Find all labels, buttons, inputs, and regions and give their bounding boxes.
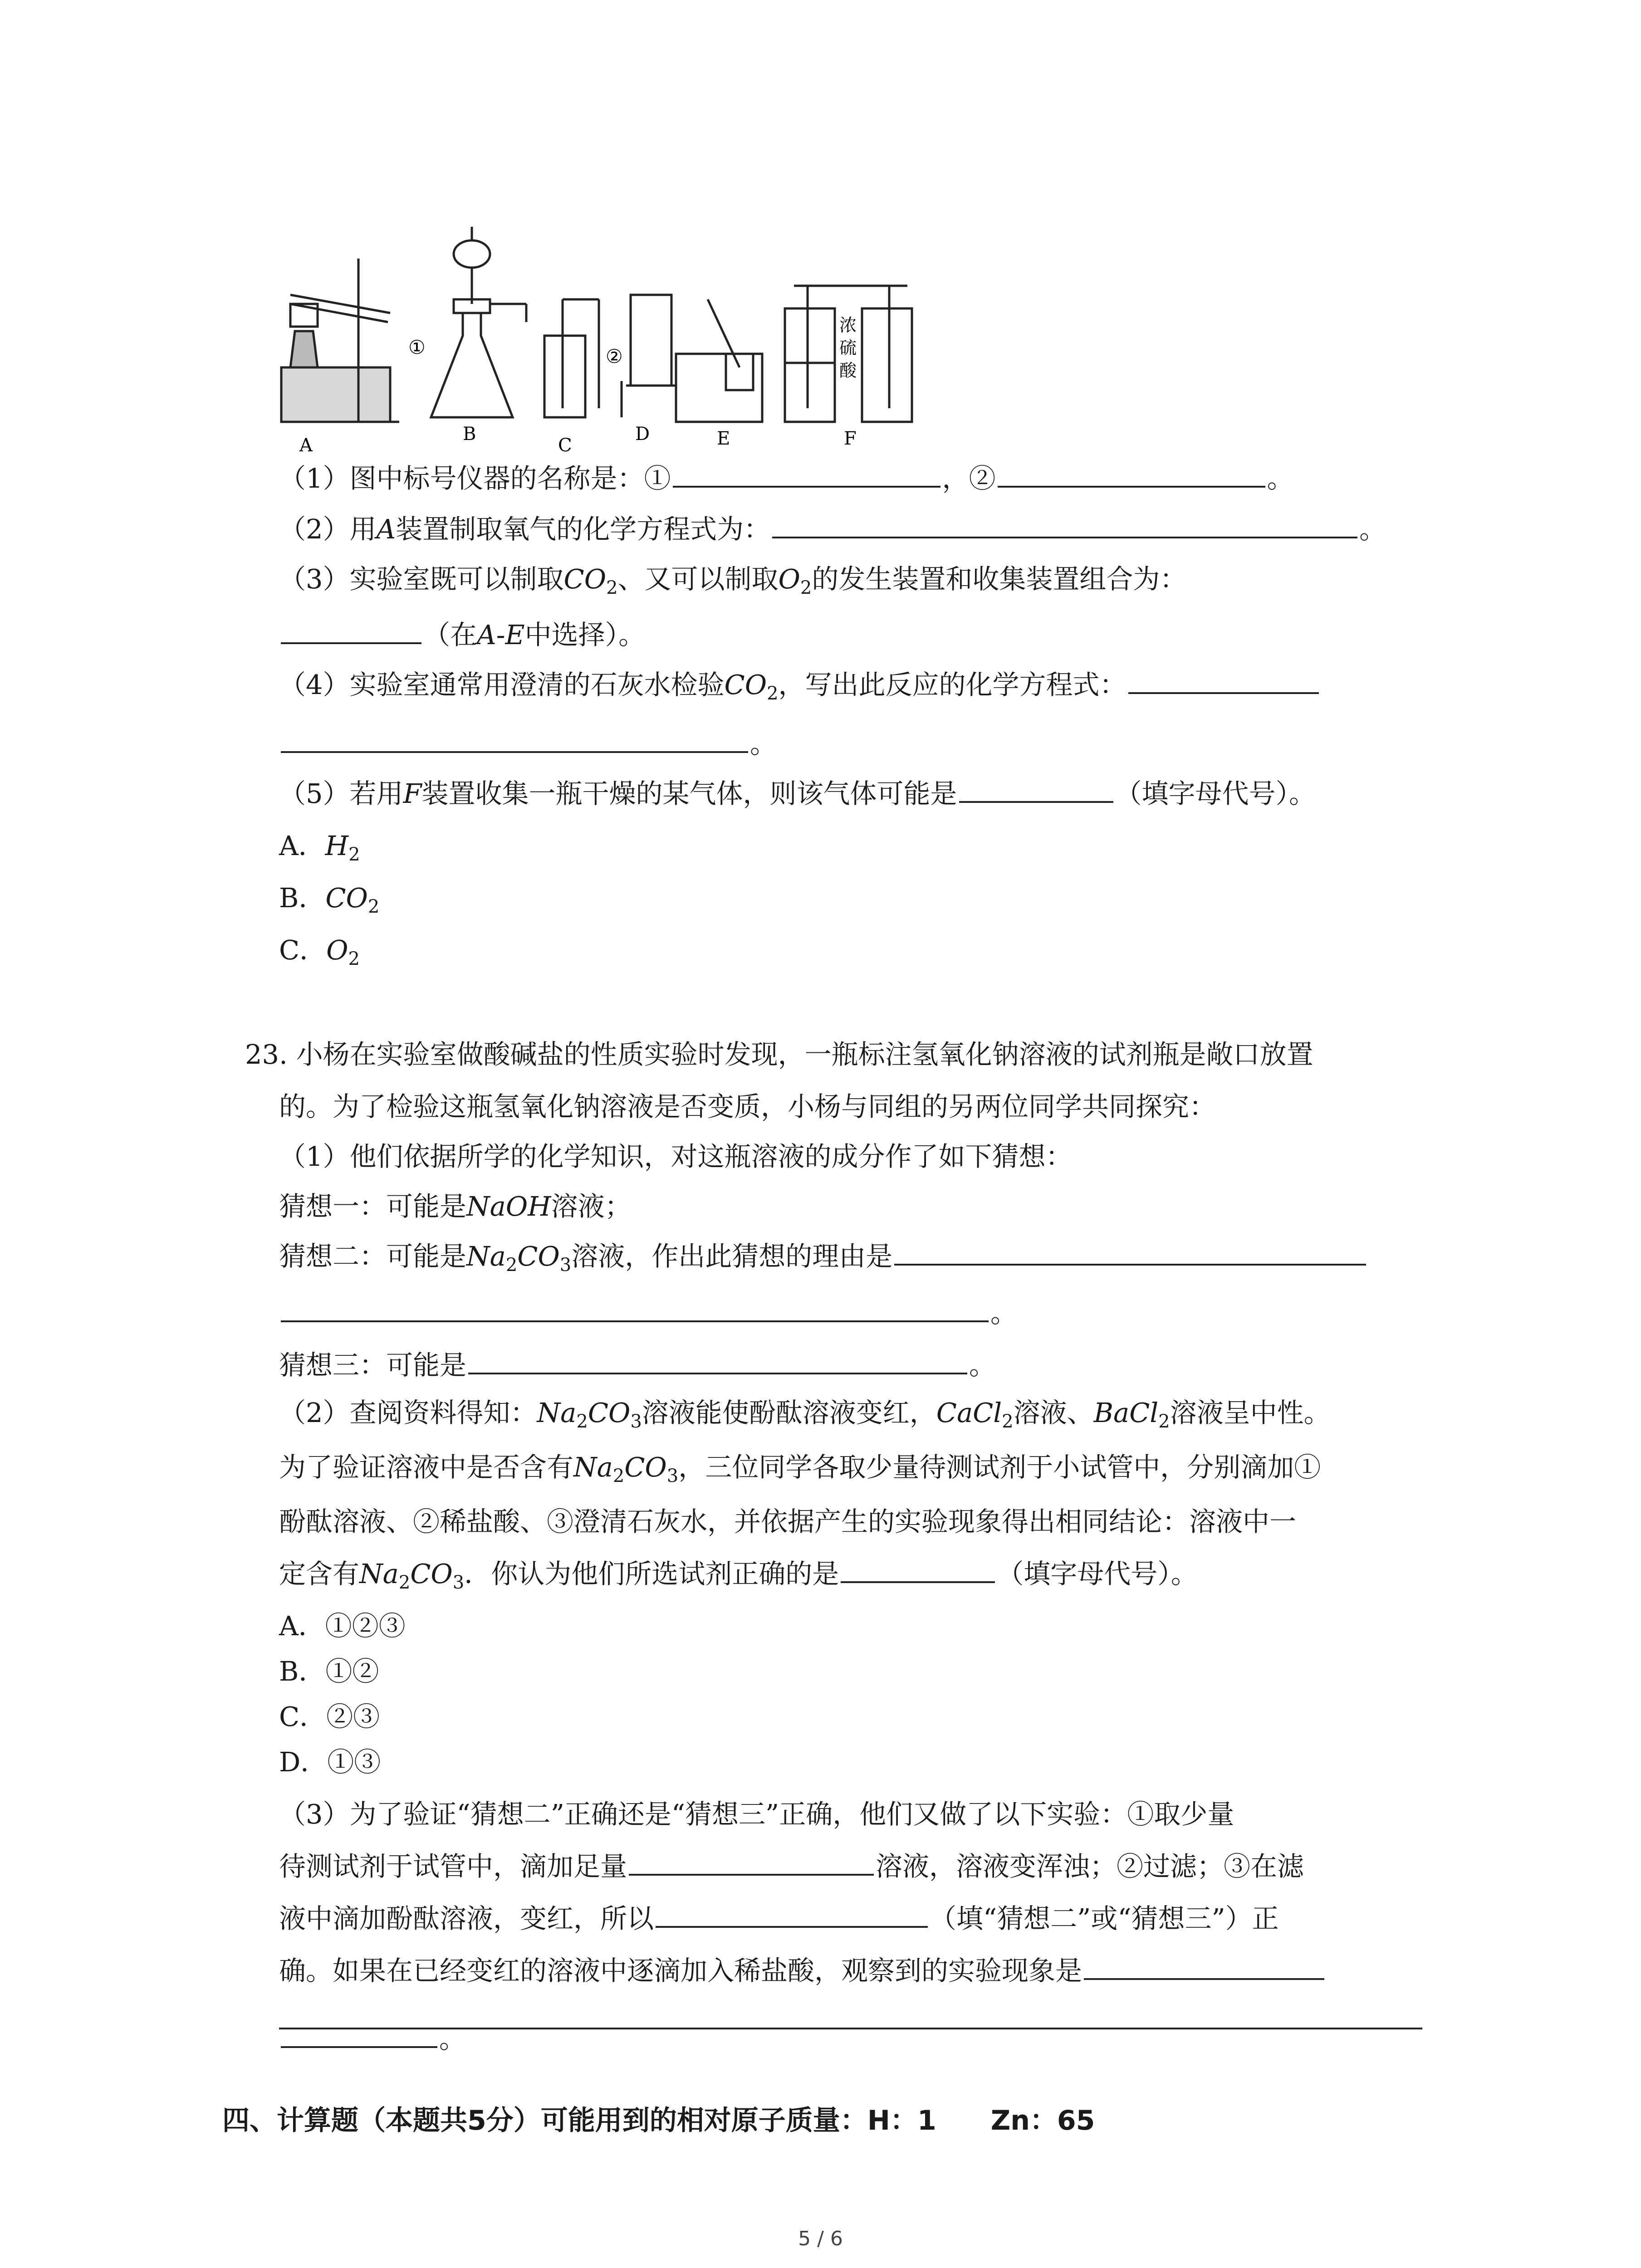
acid-label-1: 浓 — [839, 315, 857, 335]
q22-part3: （3）实验室既可以制取$CO_2$、又可以制取$O_2$的发生装置和收集装置组合为： — [279, 563, 1187, 598]
section-4-heading: 四、计算题（本题共5分）可能用到的相对原子质量：H：1 Zn：65 — [222, 2105, 1095, 2136]
q23-part3-d: 确。如果在已经变红的溶液中逐滴加入稀盐酸，观察到的实验现象是 — [279, 1946, 1326, 1996]
q23-option-d[interactable]: D．①③ — [279, 1746, 381, 1778]
q23-guess2-cont: 。 — [279, 1288, 1017, 1338]
q23-option-c[interactable]: C．②③ — [279, 1701, 380, 1732]
q23-intro-1: 23. 小杨在实验室做酸碱盐的性质实验时发现，一瓶标注氢氧化钠溶液的试剂瓶是敞口放置 — [245, 1039, 1313, 1070]
apparatus-svg — [272, 218, 971, 454]
q22-part2: （2）用A装置制取氧气的化学方程式为： 。 — [279, 504, 1386, 554]
q22-part4: （4）实验室通常用澄清的石灰水检验$CO_2$，写出此反应的化学方程式： — [279, 660, 1321, 710]
page-number: 5 / 6 — [798, 2227, 843, 2250]
blank-phenomenon-c[interactable] — [281, 2019, 437, 2048]
q23-guess2: 猜想二：可能是$Na_2CO_3$溶液，作出此猜想的理由是 — [279, 1232, 1368, 1281]
blank-reagent-choice[interactable] — [841, 1554, 995, 1583]
blank-gas-choice[interactable] — [959, 774, 1113, 803]
q23-part2: （2）查阅资料得知：$Na_2CO_3$溶液能使酚酞溶液变红，CaCl$_2$溶液、BaCl$_2$溶液呈中性。 — [279, 1397, 1331, 1432]
marker-1: ① — [408, 336, 426, 358]
label-D: D — [635, 424, 650, 445]
blank-instrument-2[interactable] — [998, 459, 1265, 488]
q22-part1: （1）图中标号仪器的名称是：① ，② 。 — [279, 454, 1294, 503]
q23-option-b[interactable]: B．①② — [279, 1656, 379, 1687]
blank-phenomenon-a[interactable] — [1084, 1951, 1324, 1980]
q22-option-c[interactable]: C．$O_2$ — [279, 934, 360, 969]
q23-part1: （1）他们依据所学的化学知识，对这瓶溶液的成分作了如下猜想： — [279, 1141, 1073, 1172]
q22-part3-answer: （在A-E中选择）。 — [279, 610, 645, 660]
q23-guess3: 猜想三：可能是 。 — [279, 1340, 996, 1390]
q23-part3-end: 。 — [279, 2014, 466, 2064]
q23-part3-c: 液中滴加酚酞溶液，变红，所以 （填“猜想二”或“猜想三”）正 — [279, 1894, 1279, 1944]
blank-reagent-added[interactable] — [629, 1847, 874, 1876]
label-F: F — [844, 428, 857, 449]
q23-part2-d: 定含有$Na_2CO_3$．你认为他们所选试剂正确的是 （填字母代号）。 — [279, 1549, 1198, 1599]
blank-reason-b[interactable] — [281, 1293, 989, 1322]
blank-equation-co2-a[interactable] — [1128, 665, 1319, 694]
q22-part5: （5）若用F装置收集一瓶干燥的某气体，则该气体可能是 （填字母代号）。 — [279, 769, 1316, 819]
blank-guess3[interactable] — [468, 1345, 967, 1374]
q23-part2-b: 为了验证溶液中是否含有$Na_2CO_3$，三位同学各取少量待测试剂于小试管中，分别滴加① — [279, 1452, 1321, 1486]
label-E: E — [717, 428, 730, 449]
blank-instrument-1[interactable] — [673, 459, 941, 488]
q23-guess1: 猜想一：可能是NaOH溶液； — [279, 1191, 632, 1222]
label-C: C — [558, 435, 572, 454]
blank-device-combo[interactable] — [281, 615, 421, 644]
blank-equation-co2-b[interactable] — [281, 724, 748, 753]
blank-equation-oxygen[interactable] — [772, 509, 1357, 538]
q23-part3: （3）为了验证“猜想二”正确还是“猜想三”正确，他们又做了以下实验：①取少量 — [279, 1799, 1234, 1830]
q22-option-b[interactable]: B．$CO_2$ — [279, 882, 380, 917]
q22-option-a[interactable]: A．$H_2$ — [279, 830, 360, 865]
acid-label-3: 酸 — [839, 361, 857, 381]
q23-part2-c: 酚酞溶液、②稀盐酸、③澄清石灰水，并依据产生的实验现象得出相同结论：溶液中一 — [279, 1506, 1297, 1537]
acid-label-2: 硫 — [839, 338, 857, 358]
q22-part4-cont: 。 — [279, 719, 777, 769]
q23-part3-b: 待测试剂于试管中，滴加足量 溶液，溶液变浑浊；②过滤；③在滤 — [279, 1842, 1304, 1892]
marker-2: ② — [606, 345, 623, 367]
blank-correct-guess[interactable] — [656, 1899, 928, 1928]
label-B: B — [463, 424, 476, 445]
blank-reason-a[interactable] — [894, 1237, 1366, 1266]
label-A: A — [299, 435, 313, 454]
q23-option-a[interactable]: A．①②③ — [279, 1610, 406, 1642]
q23-intro-2: 的。为了检验这瓶氢氧化钠溶液是否变质，小杨与同组的另两位同学共同探究： — [279, 1091, 1216, 1122]
lab-apparatus-figure — [272, 218, 971, 454]
